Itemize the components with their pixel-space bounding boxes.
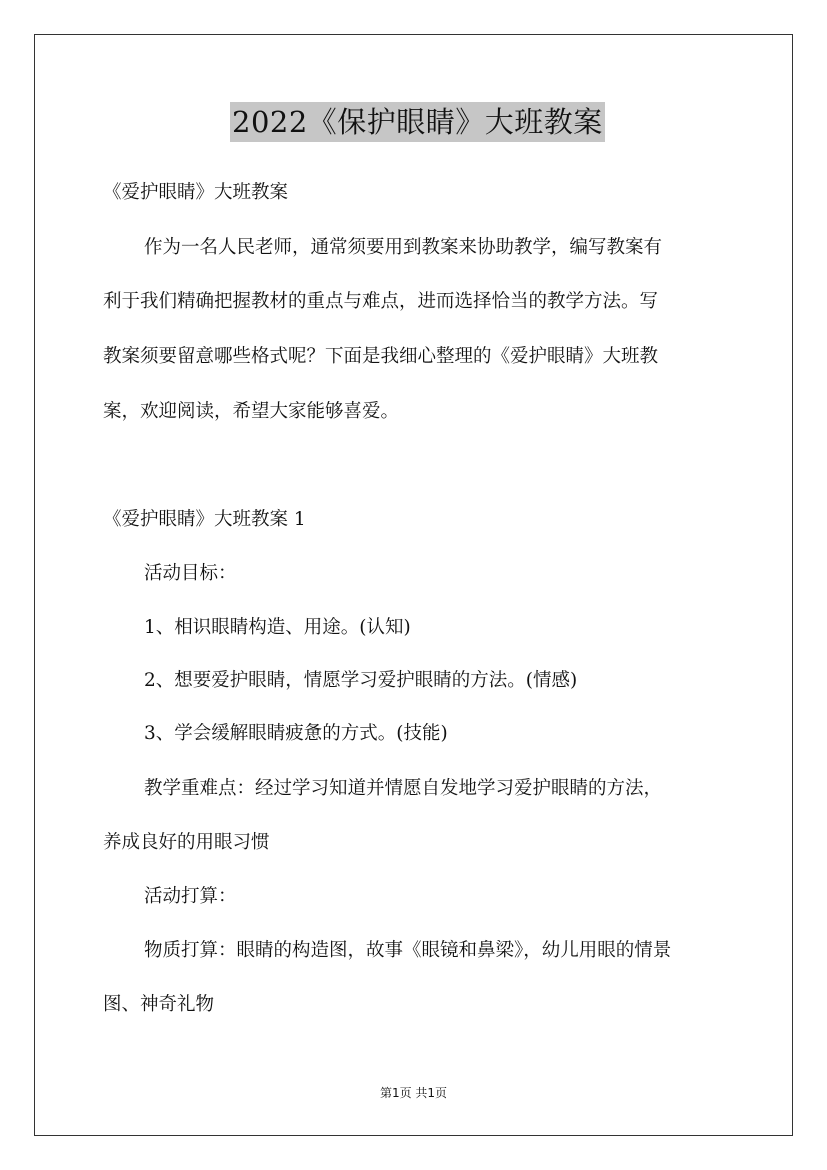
document-title: 2022《保护眼睛》大班教案	[230, 102, 605, 142]
intro-line-4: 案，欢迎阅读，希望大家能够喜爱。	[103, 401, 400, 422]
goal-label: 活动目标：	[144, 563, 237, 584]
key-points-line-1: 教学重难点：经过学习知道并情愿自发地学习爱护眼睛的方法，	[144, 778, 663, 799]
key-points-line-2: 养成良好的用眼习惯	[103, 832, 270, 853]
intro-line-1: 作为一名人民老师，通常须要用到教案来协助教学，编写教案有	[144, 237, 663, 258]
prep-label: 活动打算：	[144, 886, 237, 907]
page-footer: 第1页 共1页	[379, 1086, 448, 1100]
goal-item-2: 2、想要爱护眼睛，情愿学习爱护眼睛的方法。(情感)	[144, 670, 578, 691]
goal-item-3: 3、学会缓解眼睛疲惫的方式。(技能)	[144, 723, 448, 744]
materials-line-1: 物质打算：眼睛的构造图，故事《眼镜和鼻梁》，幼儿用眼的情景	[144, 940, 672, 961]
subtitle: 《爱护眼睛》大班教案	[103, 182, 289, 203]
goal-item-1: 1、相识眼睛构造、用途。(认知)	[144, 617, 411, 638]
intro-line-3: 教案须要留意哪些格式呢？下面是我细心整理的《爱护眼睛》大班教	[103, 346, 659, 367]
materials-line-2: 图、神奇礼物	[103, 994, 215, 1015]
intro-line-2: 利于我们精确把握教材的重点与难点，进而选择恰当的教学方法。写	[103, 291, 659, 312]
section-heading: 《爱护眼睛》大班教案 1	[103, 509, 306, 530]
